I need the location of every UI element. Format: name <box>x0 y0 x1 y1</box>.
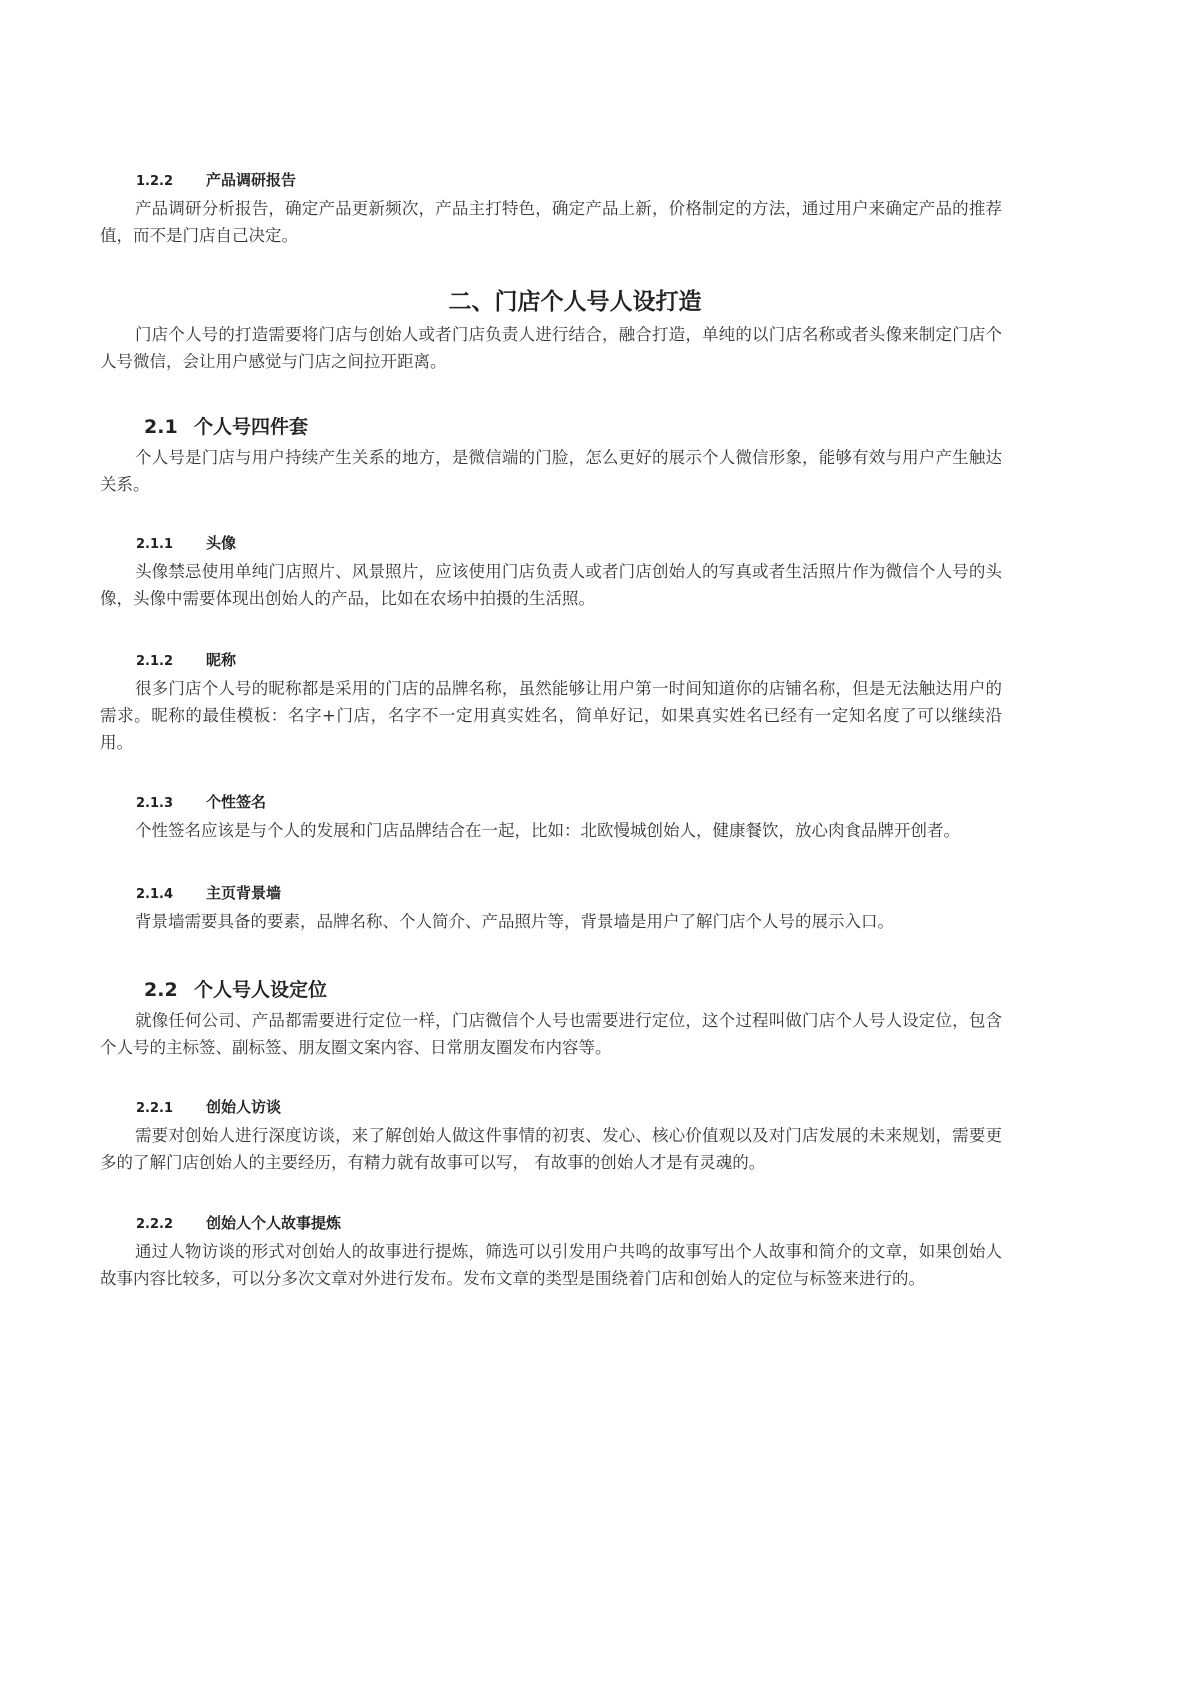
section-heading <box>100 975 1002 1005</box>
section-2-1 <box>100 412 1002 498</box>
section-number: 2.2.2 <box>136 1217 174 1232</box>
section-title: 头像 <box>206 534 237 552</box>
section-title: 个人号四件套 <box>194 416 309 438</box>
section-number: 1.2.2 <box>136 174 174 189</box>
section-number: 2.1.3 <box>136 796 174 811</box>
section-number: 2.1 <box>144 416 178 438</box>
section-2-1-4 <box>100 880 1002 935</box>
section-title: 创始人个人故事提炼 <box>206 1214 342 1232</box>
section-number: 2.1.1 <box>136 537 174 552</box>
section-heading <box>100 647 1002 673</box>
section-number: 2.2.1 <box>136 1101 174 1116</box>
section-title: 创始人访谈 <box>206 1098 282 1116</box>
paragraph: 就像任何公司、产品都需要进行定位一样，门店微信个人号也需要进行定位，这个过程叫做门店个人号人设定位，包含个人号的主标签、副标签、朋友圈文案内容、日常朋友圈发布内容等。 <box>100 1011 1002 1057</box>
paragraph: 需要对创始人进行深度访谈，来了解创始人做这件事情的初衷、发心、核心价值观以及对门店发展的未来规划，需要更多的了解门店创始人的主要经历，有精力就有故事可以写， 有故事的创始人才是有灵魂的。 <box>100 1126 1002 1172</box>
paragraph: 通过人物访谈的形式对创始人的故事进行提炼，筛选可以引发用户共鸣的故事写出个人故事和简介的文章，如果创始人故事内容比较多，可以分多次文章对外进行发布。发布文章的类型是围绕着门店和创始人的定位与标签来进行的。 <box>100 1242 1002 1288</box>
section-number: 2.1.4 <box>136 887 174 902</box>
paragraph: 背景墙需要具备的要素，品牌名称、个人简介、产品照片等，背景墙是用户了解门店个人号的展示入口。 <box>135 912 894 931</box>
section-title: 产品调研报告 <box>206 171 297 189</box>
paragraph: 很多门店个人号的昵称都是采用的门店的品牌名称，虽然能够让用户第一时间知道你的店铺名称，但是无法触达用户的需求。昵称的最佳模板：名字+门店，名字不一定用真实姓名，简单好记，如果真实姓名已经有一定知名度了可以继续沿用。 <box>100 679 1002 752</box>
section-number: 2.2 <box>144 979 178 1001</box>
paragraph: 产品调研分析报告，确定产品更新频次，产品主打特色，确定产品上新，价格制定的方法，通过用户来确定产品的推荐值，而不是门店自己决定。 <box>100 199 1002 245</box>
paragraph: 头像禁忌使用单纯门店照片、风景照片，应该使用门店负责人或者门店创始人的写真或者生活照片作为微信个人号的头像，头像中需要体现出创始人的产品，比如在农场中拍摄的生活照。 <box>100 562 1002 608</box>
section-2-2-1 <box>100 1094 1002 1176</box>
section-title: 主页背景墙 <box>206 884 282 902</box>
section-1-2-2 <box>100 167 1002 249</box>
section-number: 2.1.2 <box>136 654 174 669</box>
paragraph: 个人号是门店与用户持续产生关系的地方，是微信端的门脸，怎么更好的展示个人微信形象，能够有效与用户产生触达关系。 <box>100 448 1002 494</box>
paragraph: 门店个人号的打造需要将门店与创始人或者门店负责人进行结合，融合打造，单纯的以门店名称或者头像来制定门店个人号微信，会让用户感觉与门店之间拉开距离。 <box>100 325 1002 371</box>
section-heading <box>100 1210 1002 1236</box>
section-title: 个性签名 <box>206 793 267 811</box>
section-heading <box>100 412 1002 442</box>
section-heading <box>100 530 1002 556</box>
section-title: 个人号人设定位 <box>194 979 328 1001</box>
section-2-2-2 <box>100 1210 1002 1292</box>
section-2-1-3 <box>100 789 1002 844</box>
section-2-1-2 <box>100 647 1002 756</box>
section-heading <box>100 167 1002 193</box>
section-heading <box>100 1094 1002 1120</box>
chapter-2 <box>100 285 1002 375</box>
section-heading <box>100 789 1002 815</box>
section-2-2 <box>100 975 1002 1061</box>
section-2-1-1 <box>100 530 1002 612</box>
chapter-title: 二、门店个人号人设打造 <box>448 289 702 315</box>
paragraph: 个性签名应该是与个人的发展和门店品牌结合在一起，比如：北欧慢城创始人，健康餐饮，放心肉食品牌开创者。 <box>135 821 960 840</box>
section-title: 昵称 <box>206 651 237 669</box>
section-heading <box>100 880 1002 906</box>
